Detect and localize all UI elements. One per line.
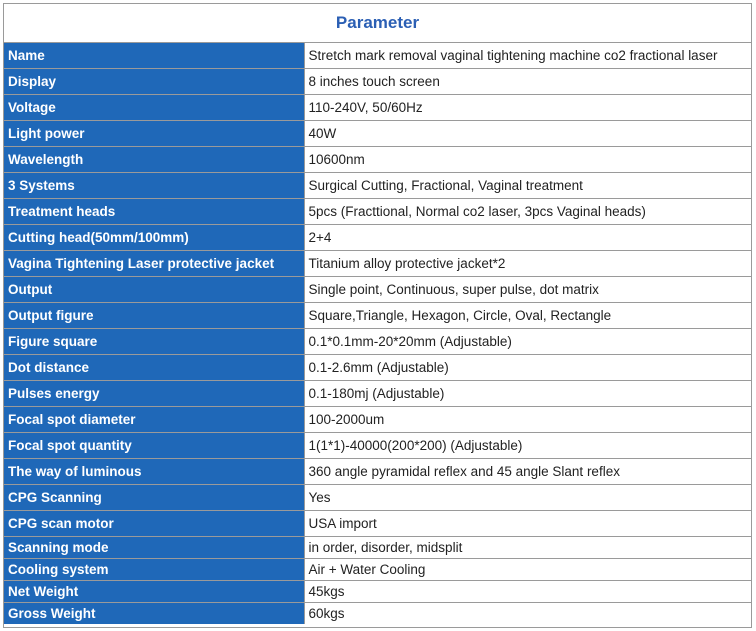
row-label: Gross Weight bbox=[4, 603, 304, 625]
row-label: Name bbox=[4, 43, 304, 69]
row-value: 5pcs (Fracttional, Normal co2 laser, 3pcs Vaginal heads) bbox=[304, 199, 751, 225]
table-row bbox=[4, 433, 751, 459]
row-label: CPG scan motor bbox=[4, 511, 304, 537]
row-label: Voltage bbox=[4, 95, 304, 121]
table-row bbox=[4, 147, 751, 173]
table-row bbox=[4, 225, 751, 251]
table-row bbox=[4, 459, 751, 485]
table-row bbox=[4, 407, 751, 433]
row-value: 40W bbox=[304, 121, 751, 147]
row-label: 3 Systems bbox=[4, 173, 304, 199]
row-value: 360 angle pyramidal reflex and 45 angle Slant reflex bbox=[304, 459, 751, 485]
row-label: Cutting head(50mm/100mm) bbox=[4, 225, 304, 251]
table-row bbox=[4, 603, 751, 625]
table-row bbox=[4, 277, 751, 303]
table-row bbox=[4, 537, 751, 559]
table-row bbox=[4, 95, 751, 121]
table-row bbox=[4, 559, 751, 581]
row-value: Yes bbox=[304, 485, 751, 511]
row-label: Light power bbox=[4, 121, 304, 147]
row-label: Output figure bbox=[4, 303, 304, 329]
row-value: 60kgs bbox=[304, 603, 751, 625]
row-value: 8 inches touch screen bbox=[304, 69, 751, 95]
row-value: in order, disorder, midsplit bbox=[304, 537, 751, 559]
row-label: Output bbox=[4, 277, 304, 303]
table-row bbox=[4, 173, 751, 199]
table-row bbox=[4, 511, 751, 537]
row-label: Dot distance bbox=[4, 355, 304, 381]
table-row bbox=[4, 251, 751, 277]
parameter-grid bbox=[4, 43, 751, 624]
row-label: Display bbox=[4, 69, 304, 95]
table-row bbox=[4, 121, 751, 147]
row-label: CPG Scanning bbox=[4, 485, 304, 511]
row-label: Treatment heads bbox=[4, 199, 304, 225]
row-value: 100-2000um bbox=[304, 407, 751, 433]
row-label: Scanning mode bbox=[4, 537, 304, 559]
row-value: 2+4 bbox=[304, 225, 751, 251]
row-value: Titanium alloy protective jacket*2 bbox=[304, 251, 751, 277]
row-value: 0.1-2.6mm (Adjustable) bbox=[304, 355, 751, 381]
table-row bbox=[4, 329, 751, 355]
row-label: Wavelength bbox=[4, 147, 304, 173]
parameter-table bbox=[3, 3, 752, 628]
table-row bbox=[4, 381, 751, 407]
row-value: 45kgs bbox=[304, 581, 751, 603]
row-value: 10600nm bbox=[304, 147, 751, 173]
row-value: 0.1*0.1mm-20*20mm (Adjustable) bbox=[304, 329, 751, 355]
row-value: 1(1*1)-40000(200*200) (Adjustable) bbox=[304, 433, 751, 459]
table-row bbox=[4, 199, 751, 225]
row-label: Vagina Tightening Laser protective jacket bbox=[4, 251, 304, 277]
table-row bbox=[4, 485, 751, 511]
row-label: Focal spot diameter bbox=[4, 407, 304, 433]
row-value: Square,Triangle, Hexagon, Circle, Oval, Rectangle bbox=[304, 303, 751, 329]
row-label: Cooling system bbox=[4, 559, 304, 581]
row-label: Pulses energy bbox=[4, 381, 304, 407]
table-title: Parameter bbox=[4, 4, 751, 43]
row-value: 0.1-180mj (Adjustable) bbox=[304, 381, 751, 407]
row-value: Single point, Continuous, super pulse, dot matrix bbox=[304, 277, 751, 303]
row-label: The way of luminous bbox=[4, 459, 304, 485]
table-row bbox=[4, 581, 751, 603]
table-row bbox=[4, 303, 751, 329]
table-row bbox=[4, 69, 751, 95]
row-label: Focal spot quantity bbox=[4, 433, 304, 459]
row-label: Figure square bbox=[4, 329, 304, 355]
row-value: Stretch mark removal vaginal tightening machine co2 fractional laser bbox=[304, 43, 751, 69]
row-value: Surgical Cutting, Fractional, Vaginal treatment bbox=[304, 173, 751, 199]
row-value: Air + Water Cooling bbox=[304, 559, 751, 581]
table-row bbox=[4, 43, 751, 69]
row-value: 110-240V, 50/60Hz bbox=[304, 95, 751, 121]
table-row bbox=[4, 355, 751, 381]
row-value: USA import bbox=[304, 511, 751, 537]
row-label: Net Weight bbox=[4, 581, 304, 603]
